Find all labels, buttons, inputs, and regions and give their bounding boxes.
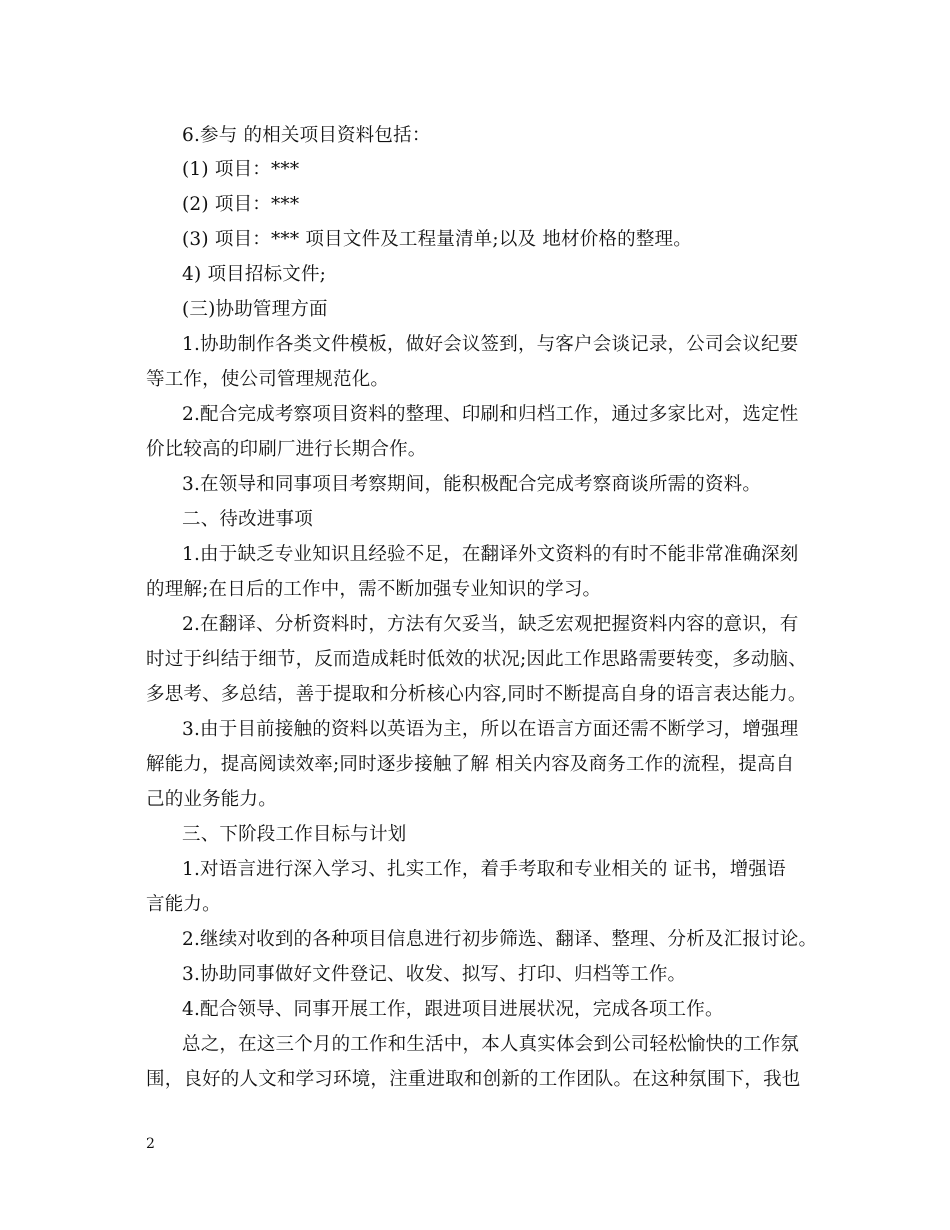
text-line: 4.配合领导、同事开展工作，跟进项目进展状况，完成各项工作。 [182,999,724,1020]
text-line: 三、下阶段工作目标与计划 [182,824,407,845]
text-line: 1.协助制作各类文件模板，做好会议签到，与客户会谈记录，公司会议纪要 [182,334,799,355]
text-line: 围，良好的人文和学习环境，注重进取和创新的工作团队。在这种氛围下，我也 [146,1069,801,1090]
text-line: 4) 项目招标文件; [182,264,327,285]
text-line: 的理解;在日后的工作中，需不断加强专业知识的学习。 [146,579,602,600]
text-line: (三)协助管理方面 [182,299,328,320]
text-line: (1) 项目：*** [182,159,300,180]
text-line: 言能力。 [146,894,221,915]
text-line: 3.由于目前接触的资料以英语为主，所以在语言方面还需不断学习，增强理 [182,719,799,740]
text-line: 3.协助同事做好文件登记、收发、拟写、打印、归档等工作。 [182,964,687,985]
text-line: (3) 项目：*** 项目文件及工程量清单;以及 地材价格的整理。 [182,229,692,250]
text-line: 多思考、多总结，善于提取和分析核心内容,同时不断提高自身的语言表达能力。 [146,684,807,705]
text-line: 二、待改进事项 [182,509,313,530]
text-line: 1.对语言进行深入学习、扎实工作，着手考取和专业相关的 证书，增强语 [182,859,786,880]
text-line: 2.继续对收到的各种项目信息进行初步筛选、翻译、整理、分析及汇报讨论。 [182,929,818,950]
text-line: 3.在领导和同事项目考察期间，能积极配合完成考察商谈所需的资料。 [182,474,762,495]
text-line: 总之，在这三个月的工作和生活中，本人真实体会到公司轻松愉快的工作氛 [182,1034,800,1055]
text-line: 解能力，提高阅读效率;同时逐步接触了解 相关内容及商务工作的流程，提高自 [146,754,795,775]
text-line: 己的业务能力。 [146,789,277,810]
text-line: (2) 项目：*** [182,194,300,215]
text-line: 等工作，使公司管理规范化。 [146,369,390,390]
text-line: 6.参与 的相关项目资料包括： [182,125,431,146]
text-line: 时过于纠结于细节，反而造成耗时低效的状况;因此工作思路需要转变，多动脑、 [146,649,807,670]
text-line: 2.在翻译、分析资料时，方法有欠妥当，缺乏宏观把握资料内容的意识，有 [182,614,799,635]
text-line: 1.由于缺乏专业知识且经验不足，在翻译外文资料的有时不能非常准确深刻 [182,544,799,565]
text-line: 2.配合完成考察项目资料的整理、印刷和归档工作，通过多家比对，选定性 [182,404,799,425]
text-line: 价比较高的印刷厂进行长期合作。 [146,439,427,460]
page-number: 2 [146,1136,155,1152]
